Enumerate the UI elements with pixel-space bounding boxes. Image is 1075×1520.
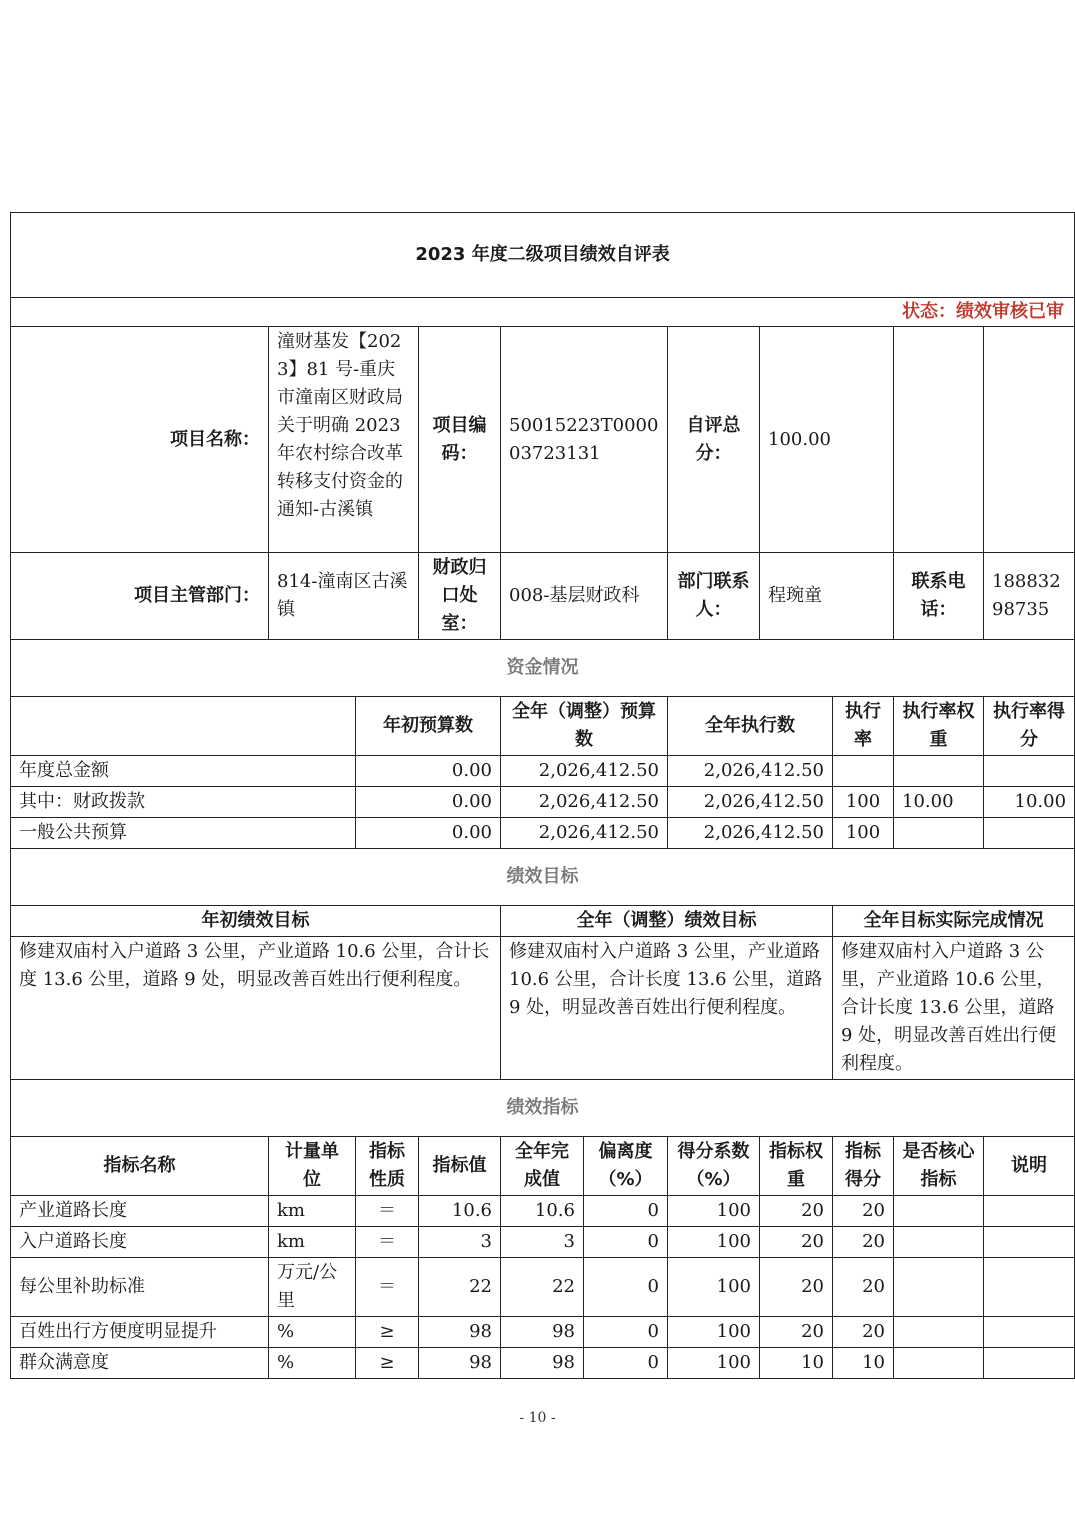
funds-initial: 0.00 (356, 818, 501, 849)
ind-header-coef: 得分系数（%） (668, 1137, 760, 1196)
ind-dev: 0 (584, 1227, 668, 1258)
funds-rate: 100 (833, 818, 894, 849)
ind-header-score: 指标得分 (833, 1137, 894, 1196)
ind-done: 98 (501, 1317, 584, 1348)
ind-dev: 0 (584, 1196, 668, 1227)
empty-cell (11, 697, 356, 756)
ind-coef: 100 (668, 1348, 760, 1379)
section-title-funds: 资金情况 (11, 640, 1075, 697)
empty-cell (984, 327, 1075, 553)
funds-score (984, 756, 1075, 787)
funds-header-rate: 执行率 (833, 697, 894, 756)
contact-value: 程琬童 (760, 553, 894, 640)
table-row (11, 818, 1075, 849)
ind-coef: 100 (668, 1196, 760, 1227)
ind-header-weight: 指标权重 (760, 1137, 833, 1196)
ind-value: 3 (419, 1227, 501, 1258)
ind-score: 20 (833, 1227, 894, 1258)
project-name-label: 项目名称： (11, 327, 269, 553)
funds-score: 10.00 (984, 787, 1075, 818)
page-number: - 10 - (519, 1410, 556, 1426)
ind-core (894, 1258, 984, 1317)
goals-header-actual: 全年目标实际完成情况 (833, 906, 1075, 937)
ind-weight: 20 (760, 1258, 833, 1317)
funds-header-executed: 全年执行数 (668, 697, 833, 756)
ind-value: 98 (419, 1348, 501, 1379)
section-title-goals: 绩效目标 (11, 849, 1075, 906)
ind-name: 入户道路长度 (11, 1227, 269, 1258)
ind-header-done: 全年完成值 (501, 1137, 584, 1196)
contact-label: 部门联系人： (668, 553, 760, 640)
funds-initial: 0.00 (356, 756, 501, 787)
status-badge: 状态：绩效审核已审 (11, 298, 1075, 327)
ind-done: 10.6 (501, 1196, 584, 1227)
finance-office-value: 008-基层财政科 (501, 553, 668, 640)
table-row (11, 1348, 1075, 1379)
ind-weight: 10 (760, 1348, 833, 1379)
ind-header-value: 指标值 (419, 1137, 501, 1196)
ind-nature: ＝ (356, 1196, 419, 1227)
ind-weight: 20 (760, 1317, 833, 1348)
phone-label: 联系电话： (894, 553, 984, 640)
funds-executed: 2,026,412.50 (668, 756, 833, 787)
section-title-indicators: 绩效指标 (11, 1080, 1075, 1137)
ind-header-core: 是否核心指标 (894, 1137, 984, 1196)
ind-score: 20 (833, 1317, 894, 1348)
goals-initial-text: 修建双庙村入户道路 3 公里，产业道路 10.6 公里，合计长度 13.6 公里，道路 9 处，明显改善百姓出行便利程度。 (11, 937, 501, 1080)
ind-header-note: 说明 (984, 1137, 1075, 1196)
ind-note (984, 1348, 1075, 1379)
ind-value: 10.6 (419, 1196, 501, 1227)
funds-rate (833, 756, 894, 787)
funds-adjusted: 2,026,412.50 (501, 787, 668, 818)
ind-name: 百姓出行方便度明显提升 (11, 1317, 269, 1348)
ind-core (894, 1317, 984, 1348)
ind-score: 20 (833, 1196, 894, 1227)
evaluation-table (10, 212, 1075, 1379)
table-row (11, 1227, 1075, 1258)
funds-rate: 100 (833, 787, 894, 818)
ind-header-unit: 计量单位 (269, 1137, 356, 1196)
table-row (11, 1258, 1075, 1317)
evaluation-form (10, 212, 1074, 1379)
phone-value: 18883298735 (984, 553, 1075, 640)
ind-done: 22 (501, 1258, 584, 1317)
ind-value: 98 (419, 1317, 501, 1348)
ind-name: 产业道路长度 (11, 1196, 269, 1227)
score-label: 自评总分： (668, 327, 760, 553)
dept-value: 814-潼南区古溪镇 (269, 553, 419, 640)
empty-cell (894, 327, 984, 553)
ind-header-name: 指标名称 (11, 1137, 269, 1196)
ind-done: 3 (501, 1227, 584, 1258)
funds-row-name: 年度总金额 (11, 756, 356, 787)
table-row (11, 1196, 1075, 1227)
ind-coef: 100 (668, 1258, 760, 1317)
ind-note (984, 1317, 1075, 1348)
dept-label: 项目主管部门： (11, 553, 269, 640)
ind-unit: km (269, 1196, 356, 1227)
ind-value: 22 (419, 1258, 501, 1317)
finance-office-label: 财政归口处室： (419, 553, 501, 640)
ind-dev: 0 (584, 1348, 668, 1379)
ind-unit: km (269, 1227, 356, 1258)
funds-header-weight: 执行率权重 (894, 697, 984, 756)
project-code-label: 项目编码： (419, 327, 501, 553)
ind-nature: ＝ (356, 1258, 419, 1317)
funds-executed: 2,026,412.50 (668, 818, 833, 849)
funds-initial: 0.00 (356, 787, 501, 818)
ind-header-dev: 偏离度（%） (584, 1137, 668, 1196)
ind-name: 每公里补助标准 (11, 1258, 269, 1317)
funds-header-score: 执行率得分 (984, 697, 1075, 756)
ind-note (984, 1196, 1075, 1227)
ind-coef: 100 (668, 1317, 760, 1348)
ind-nature: ≥ (356, 1317, 419, 1348)
ind-weight: 20 (760, 1227, 833, 1258)
table-row (11, 1317, 1075, 1348)
ind-core (894, 1348, 984, 1379)
goals-actual-text: 修建双庙村入户道路 3 公里，产业道路 10.6 公里，合计长度 13.6 公里，道路 9 处，明显改善百姓出行便利程度。 (833, 937, 1075, 1080)
ind-weight: 20 (760, 1196, 833, 1227)
project-name-value: 潼财基发【2023】81 号-重庆市潼南区财政局关于明确 2023 年农村综合改革转移支付资金的通知-古溪镇 (269, 327, 419, 553)
page-title: 2023 年度二级项目绩效自评表 (11, 213, 1075, 298)
funds-weight (894, 756, 984, 787)
funds-row-name: 其中：财政拨款 (11, 787, 356, 818)
funds-weight: 10.00 (894, 787, 984, 818)
ind-note (984, 1258, 1075, 1317)
ind-name: 群众满意度 (11, 1348, 269, 1379)
ind-unit: 万元/公里 (269, 1258, 356, 1317)
ind-core (894, 1227, 984, 1258)
ind-dev: 0 (584, 1317, 668, 1348)
score-value: 100.00 (760, 327, 894, 553)
funds-header-initial: 年初预算数 (356, 697, 501, 756)
funds-adjusted: 2,026,412.50 (501, 756, 668, 787)
table-row (11, 787, 1075, 818)
ind-nature: ＝ (356, 1227, 419, 1258)
ind-note (984, 1227, 1075, 1258)
project-code-value: 50015223T000003723131 (501, 327, 668, 553)
funds-row-name: 一般公共预算 (11, 818, 356, 849)
ind-core (894, 1196, 984, 1227)
ind-coef: 100 (668, 1227, 760, 1258)
goals-header-adjusted: 全年（调整）绩效目标 (501, 906, 833, 937)
ind-unit: % (269, 1348, 356, 1379)
ind-score: 10 (833, 1348, 894, 1379)
funds-header-adjusted: 全年（调整）预算数 (501, 697, 668, 756)
ind-score: 20 (833, 1258, 894, 1317)
ind-done: 98 (501, 1348, 584, 1379)
funds-score (984, 818, 1075, 849)
ind-unit: % (269, 1317, 356, 1348)
ind-nature: ≥ (356, 1348, 419, 1379)
funds-weight (894, 818, 984, 849)
ind-dev: 0 (584, 1258, 668, 1317)
goals-header-initial: 年初绩效目标 (11, 906, 501, 937)
funds-adjusted: 2,026,412.50 (501, 818, 668, 849)
funds-executed: 2,026,412.50 (668, 787, 833, 818)
ind-header-nature: 指标性质 (356, 1137, 419, 1196)
table-row (11, 756, 1075, 787)
goals-adjusted-text: 修建双庙村入户道路 3 公里，产业道路 10.6 公里，合计长度 13.6 公里，道路 9 处，明显改善百姓出行便利程度。 (501, 937, 833, 1080)
